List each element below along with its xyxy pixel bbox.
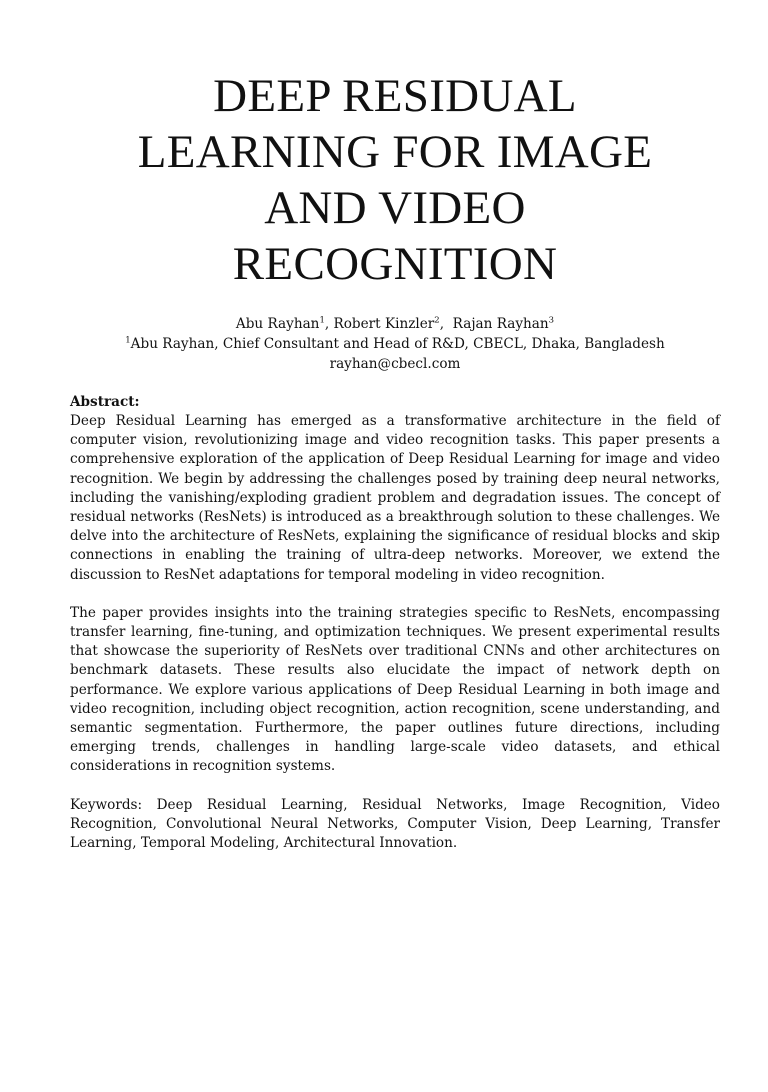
author-list bbox=[70, 314, 720, 334]
author-name: Robert Kinzler bbox=[333, 316, 435, 332]
affiliation-text: Abu Rayhan, Chief Consultant and Head of R&D, CBECL, Dhaka, Bangladesh bbox=[130, 336, 665, 352]
author-separator: , bbox=[324, 316, 334, 332]
keywords-paragraph: Keywords: Deep Residual Learning, Residual Networks, Image Recognition, Video Recognition, Convolutional Neural Networks, Computer Vision, Deep Learning, Transfer Learning, Temporal Modeling, Architectural Innovation. bbox=[70, 796, 720, 852]
author-name: Abu Rayhan bbox=[235, 316, 320, 332]
abstract-heading: Abstract: bbox=[70, 394, 140, 410]
author-email: rayhan@cbecl.com bbox=[329, 356, 461, 372]
author-affiliation bbox=[70, 334, 720, 354]
author-affiliation-mark: 1 bbox=[319, 315, 325, 326]
author-affiliation-mark: 3 bbox=[548, 315, 555, 326]
affiliation-mark: 1 bbox=[125, 335, 131, 346]
author-separator: , bbox=[439, 316, 453, 332]
paper-page bbox=[0, 68, 768, 1092]
author-affiliation-mark: 2 bbox=[434, 315, 440, 326]
abstract-paragraph-2: The paper provides insights into the training strategies specific to ResNets, encompassing transfer learning, fine-tuning, and optimization techniques. We present experimental results that showcase the superiority of ResNets over traditional CNNs and other architectures on benchmark datasets. These results also elucidate the impact of network depth on performance. We explore various applications of Deep Residual Learning in both image and video recognition, including object recognition, action recognition, scene understanding, and semantic segmentation. Furthermore, the paper outlines future directions, including emerging trends, challenges in handling large-scale video datasets, and ethical considerations in recognition systems. bbox=[70, 604, 720, 775]
author-name: Rajan Rayhan bbox=[452, 316, 549, 332]
paper-title: DEEP RESIDUAL LEARNING FOR IMAGE AND VIDEO RECOGNITION bbox=[137, 70, 653, 290]
abstract-paragraph-1: Deep Residual Learning has emerged as a transformative architecture in the field of computer vision, revolutionizing image and video recognition tasks. This paper presents a comprehensive exploration of the application of Deep Residual Learning for image and video recognition. We begin by addressing the challenges posed by training deep neural networks, including the vanishing/exploding gradient problem and degradation issues. The concept of residual networks (ResNets) is introduced as a breakthrough solution to these challenges. We delve into the architecture of ResNets, explaining the significance of residual blocks and skip connections in enabling the training of ultra-deep networks. Moreover, we extend the discussion to ResNet adaptations for temporal modeling in video recognition. bbox=[70, 413, 720, 583]
